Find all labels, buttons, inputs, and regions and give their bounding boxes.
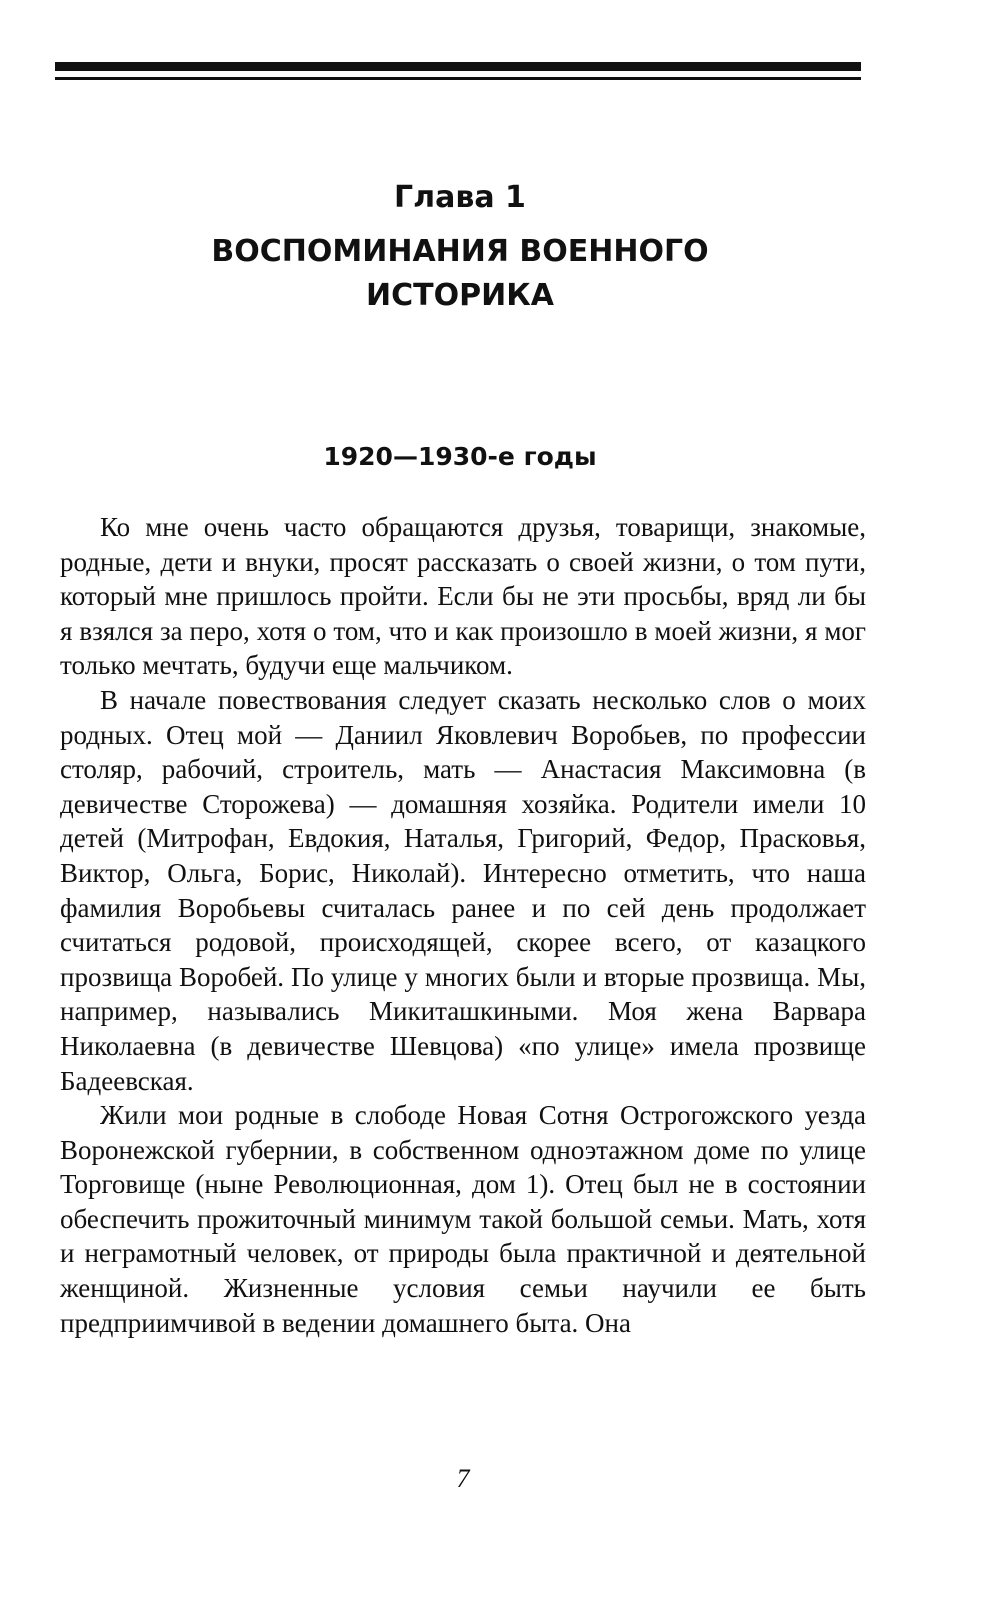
body-text — [60, 510, 866, 1340]
paragraph: Ко мне очень часто обращаются друзья, товарищи, знакомые, родные, дети и внуки, просят рассказать о своей жизни, о том пути, который мне пришлось пройти. Если бы не эти просьбы, вряд ли бы я взялся за перо, хотя о том, что и как произошло в моей жизни, я мог только мечтать, будучи еще мальчиком. — [60, 512, 866, 681]
top-rule-thick — [55, 62, 861, 71]
chapter-title — [60, 230, 860, 318]
chapter-title-line-1: ВОСПОМИНАНИЯ ВОЕННОГО — [211, 234, 709, 269]
section-title: 1920—1930-е годы — [323, 442, 597, 471]
top-rule-thin — [55, 77, 861, 80]
chapter-title-line-2: ИСТОРИКА — [366, 278, 554, 313]
page-number: 7 — [456, 1464, 470, 1493]
chapter-label: Глава 1 — [394, 180, 526, 215]
paragraph: В начале повествования следует сказать несколько слов о моих родных. Отец мой — Даниил Яковлевич Воробьев, по профессии столяр, рабочий, строитель, мать — Анастасия Максимовна (в девичестве Сторожева) — домашняя хозяйка. Родители имели 10 детей (Митрофан, Евдокия, Наталья, Григорий, Федор, Прасковья, Виктор, Ольга, Борис, Николай). Интересно отметить, что наша фамилия Воробьевы считалась ранее и по сей день продолжает считаться родовой, происходящей, скорее всего, от казацкого прозвища Воробей. По улице у многих были и вторые прозвища. Мы, например, назывались Микиташкиными. Моя жена Варвара Николаевна (в девичестве Шевцова) «по улице» имела прозвище Бадеевская. — [60, 684, 866, 1096]
paragraph: Жили мои родные в слободе Новая Сотня Острогожского уезда Воронежской губернии, в собственном одноэтажном доме по улице Торговище (ныне Революционная, дом 1). Отец был не в состоянии обеспечить прожиточный минимум такой большой семьи. Мать, хотя и неграмотный человек, от природы была практичной и деятельной женщиной. Жизненные условия семьи научили ее быть предприимчивой в ведении домашнего быта. Она — [60, 1100, 866, 1338]
